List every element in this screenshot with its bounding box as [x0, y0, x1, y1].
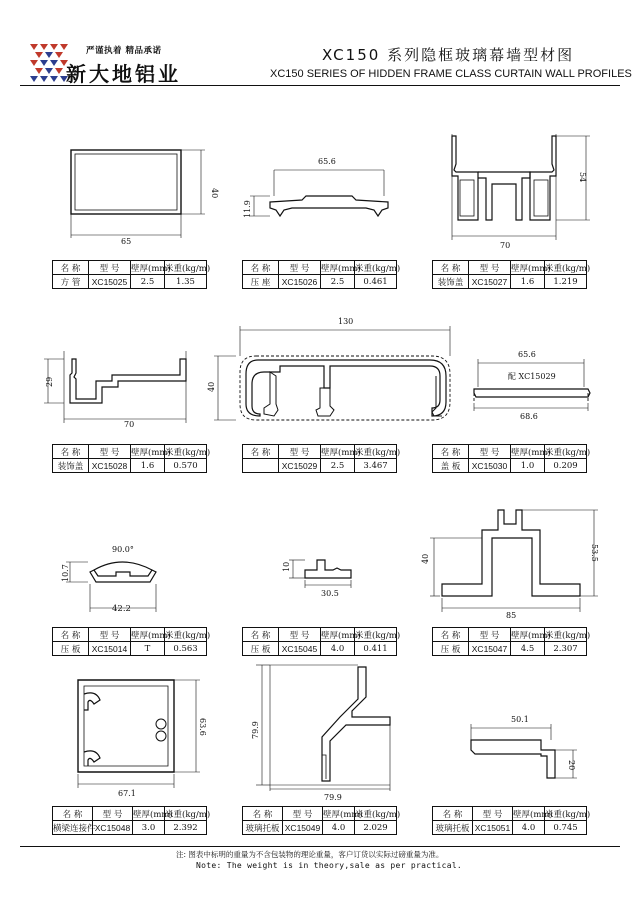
- table-header: 米重(kg/m): [355, 261, 397, 275]
- profile-code: XC15049: [283, 821, 323, 835]
- dim-xc15047-width: 85: [506, 611, 517, 620]
- dim-xc15026-width: 65.6: [318, 157, 336, 166]
- profile-drawing-xc15048: [60, 670, 220, 800]
- dim-xc15028-width: 70: [124, 420, 135, 429]
- profile-name: 装饰盖: [53, 459, 89, 473]
- table-header: 壁厚(mm): [131, 261, 165, 275]
- profile-code: XC15027: [469, 275, 511, 289]
- profile-name: 装饰盖: [433, 275, 469, 289]
- profile-drawing-xc15029: [200, 312, 460, 430]
- profile-code: XC15029: [279, 459, 321, 473]
- table-header: 名 称: [53, 628, 89, 642]
- dim-xc15051-height: 20: [567, 760, 576, 771]
- profile-thickness: 1.0: [511, 459, 545, 473]
- spec-table-xc15045: [242, 627, 401, 656]
- profile-thickness: 4.0: [321, 642, 355, 656]
- table-header: 米重(kg/m): [545, 807, 587, 821]
- table-header: 壁厚(mm): [513, 807, 545, 821]
- profile-thickness: 2.5: [131, 275, 165, 289]
- page-title-en: XC150 SERIES OF HIDDEN FRAME CLASS CURTAIN WALL PROFILES: [270, 68, 632, 80]
- profile-weight: 2.392: [165, 821, 207, 835]
- profile-weight: 0.209: [545, 459, 587, 473]
- spec-table-xc15026: [242, 260, 401, 289]
- dim-xc15047-height-right: 53.5: [590, 544, 599, 562]
- dim-xc15014-angle: 90.0°: [112, 545, 134, 554]
- spec-table-xc15030: [432, 444, 591, 473]
- profile-weight: 0.411: [355, 642, 397, 656]
- profile-thickness: 4.0: [513, 821, 545, 835]
- table-header: 米重(kg/m): [355, 807, 397, 821]
- dim-xc15014-width: 42.2: [112, 604, 131, 614]
- dim-xc15030-width-bottom: 68.6: [520, 412, 538, 421]
- dim-xc15051-width: 50.1: [511, 715, 529, 724]
- table-header: 名 称: [53, 807, 93, 821]
- profile-thickness: 4.5: [511, 642, 545, 656]
- profile-code: XC15028: [89, 459, 131, 473]
- table-header: 型 号: [279, 261, 321, 275]
- table-header: 名 称: [433, 261, 469, 275]
- table-header: 型 号: [473, 807, 513, 821]
- table-header: 米重(kg/m): [165, 628, 207, 642]
- profile-weight: 1.35: [165, 275, 207, 289]
- profile-thickness: 2.5: [321, 459, 355, 473]
- table-header: 型 号: [89, 628, 131, 642]
- table-header: 名 称: [433, 807, 473, 821]
- footer-divider: [20, 846, 620, 847]
- table-header: 型 号: [469, 261, 511, 275]
- profile-weight: 2.029: [355, 821, 397, 835]
- dim-xc15045-width: 30.5: [321, 589, 339, 598]
- table-header: 壁厚(mm): [511, 628, 545, 642]
- table-header: 壁厚(mm): [131, 445, 165, 459]
- profile-thickness: 1.6: [511, 275, 545, 289]
- table-header: 米重(kg/m): [165, 261, 207, 275]
- page-title-text: 系列隐框玻璃幕墙型材图: [387, 46, 575, 64]
- profile-name: 方 管: [53, 275, 89, 289]
- footer-note-en: Note: The weight is in theory,sale as per practical.: [196, 861, 463, 870]
- page-title-cn: [322, 44, 574, 65]
- table-header: 型 号: [279, 628, 321, 642]
- profile-code: XC15025: [89, 275, 131, 289]
- profile-weight: 0.563: [165, 642, 207, 656]
- table-header: 名 称: [433, 445, 469, 459]
- profile-drawing-xc15027: [430, 128, 600, 253]
- profile-code: XC15026: [279, 275, 321, 289]
- profile-code: XC15048: [93, 821, 133, 835]
- table-header: 米重(kg/m): [545, 628, 587, 642]
- spec-table-xc15028: [52, 444, 211, 473]
- company-slogan: 严谨执着 精品承诺: [86, 46, 162, 56]
- dim-xc15048-height: 63.6: [198, 718, 207, 736]
- profile-drawing-xc15026: [242, 150, 402, 230]
- table-header: 壁厚(mm): [511, 445, 545, 459]
- profile-name: 压 板: [243, 642, 279, 656]
- dim-xc15049-height: 79.9: [251, 721, 260, 739]
- profile-thickness: 4.0: [323, 821, 355, 835]
- dim-xc15029-height: 40: [207, 381, 216, 392]
- profile-drawing-xc15045: [275, 552, 365, 602]
- table-header: 壁厚(mm): [133, 807, 165, 821]
- table-header: 米重(kg/m): [545, 445, 587, 459]
- table-header: 米重(kg/m): [355, 445, 397, 459]
- table-header: 型 号: [469, 445, 511, 459]
- dim-xc15047-height-left: 40: [421, 553, 430, 564]
- table-header: 型 号: [93, 807, 133, 821]
- profile-drawing-xc15049: [240, 655, 405, 805]
- profile-name: 压 板: [433, 642, 469, 656]
- profile-thickness: 3.0: [133, 821, 165, 835]
- profile-drawing-xc15028: [40, 345, 210, 430]
- profile-weight: 0.570: [165, 459, 207, 473]
- profile-weight: 0.461: [355, 275, 397, 289]
- table-header: 型 号: [469, 628, 511, 642]
- spec-table-xc15049: [242, 806, 401, 835]
- table-header: 米重(kg/m): [165, 445, 207, 459]
- dim-xc15030-width-top: 65.6: [518, 350, 536, 359]
- spec-table-xc15048: [52, 806, 211, 835]
- table-header: 名 称: [243, 628, 279, 642]
- profile-code: XC15045: [279, 642, 321, 656]
- table-header: 名 称: [243, 445, 279, 459]
- profile-code: XC15014: [89, 642, 131, 656]
- profile-drawing-xc15030: [468, 345, 598, 425]
- table-header: 壁厚(mm): [321, 628, 355, 642]
- spec-table-xc15027: [432, 260, 591, 289]
- spec-table-xc15047: [432, 627, 591, 656]
- table-header: 壁厚(mm): [511, 261, 545, 275]
- spec-table-xc15025: [52, 260, 211, 289]
- profile-weight: 2.307: [545, 642, 587, 656]
- profile-name: 压 座: [243, 275, 279, 289]
- spec-table-xc15029: [242, 444, 401, 473]
- dim-xc15029-width: 130: [338, 317, 354, 326]
- spec-table-xc15014: [52, 627, 211, 656]
- dim-xc15026-height: 11.9: [243, 200, 252, 218]
- profile-code: XC15051: [473, 821, 513, 835]
- table-header: 名 称: [243, 261, 279, 275]
- dim-xc15045-height: 10: [282, 561, 291, 572]
- table-header: 型 号: [279, 445, 321, 459]
- profile-thickness: 1.6: [131, 459, 165, 473]
- profile-name: 玻璃托板: [433, 821, 473, 835]
- company-name: 新大地铝业: [66, 62, 181, 86]
- profile-weight: 1.219: [545, 275, 587, 289]
- table-header: 壁厚(mm): [323, 807, 355, 821]
- table-header: 壁厚(mm): [321, 445, 355, 459]
- header-divider: [20, 85, 620, 86]
- profile-drawing-xc15051: [465, 710, 595, 790]
- profile-name: [243, 459, 279, 473]
- page-title-prefix: XC150: [322, 46, 381, 64]
- dim-xc15028-height: 29: [45, 376, 54, 387]
- profile-weight: 3.467: [355, 459, 397, 473]
- profile-name: 压 板: [53, 642, 89, 656]
- table-header: 型 号: [89, 261, 131, 275]
- dim-xc15027-width: 70: [500, 241, 511, 250]
- table-header: 名 称: [433, 628, 469, 642]
- table-header: 米重(kg/m): [165, 807, 207, 821]
- table-header: 名 称: [243, 807, 283, 821]
- table-header: 壁厚(mm): [321, 261, 355, 275]
- table-header: 名 称: [53, 261, 89, 275]
- table-header: 米重(kg/m): [545, 261, 587, 275]
- profile-name: 盖 板: [433, 459, 469, 473]
- dim-xc15049-width: 79.9: [324, 793, 342, 802]
- profile-code: XC15030: [469, 459, 511, 473]
- dim-xc15048-width: 67.1: [118, 789, 136, 798]
- profile-code: XC15047: [469, 642, 511, 656]
- table-header: 壁厚(mm): [131, 628, 165, 642]
- profile-drawing-xc15025: [55, 140, 219, 250]
- profile-thickness: 2.5: [321, 275, 355, 289]
- table-header: 型 号: [89, 445, 131, 459]
- profile-name: 横梁连接件: [53, 821, 93, 835]
- profile-drawing-xc15047: [420, 500, 605, 620]
- dim-xc15025-height: 40: [210, 188, 219, 199]
- profile-thickness: T: [131, 642, 165, 656]
- dim-xc15025-width: 65: [121, 237, 132, 246]
- dim-xc15027-height: 54: [578, 172, 587, 183]
- table-header: 型 号: [283, 807, 323, 821]
- table-header: 米重(kg/m): [355, 628, 397, 642]
- table-header: 名 称: [53, 445, 89, 459]
- xc15030-pairing-note: 配 XC15029: [508, 372, 556, 381]
- dim-xc15014-height: 10.7: [61, 564, 70, 582]
- profile-weight: 0.745: [545, 821, 587, 835]
- footer-note-cn: 注: 图表中标明的重量为不含包装物的理论重量，客户订货以实际过磅重量为准。: [176, 850, 444, 859]
- profile-name: 玻璃托板: [243, 821, 283, 835]
- spec-table-xc15051: [432, 806, 591, 835]
